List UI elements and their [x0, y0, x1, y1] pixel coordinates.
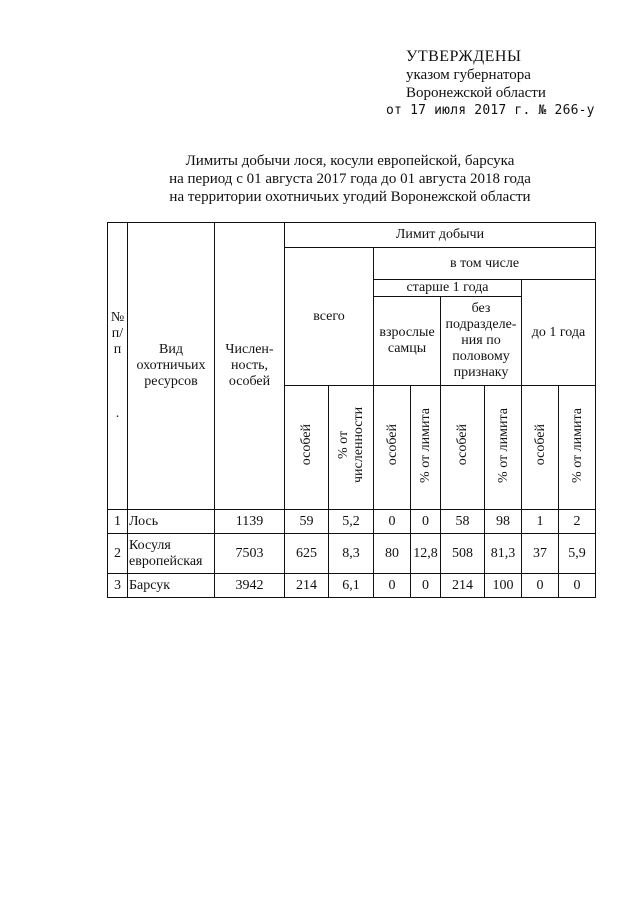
sub-under-count-label: особей — [532, 424, 548, 466]
row-nosex-pct: 81,3 — [485, 534, 522, 574]
header-population: Числен-ность, особей — [215, 223, 285, 510]
row-nosex-count: 214 — [441, 574, 485, 598]
row-total-pct: 8,3 — [329, 534, 374, 574]
limits-table — [107, 222, 596, 598]
row-species: Барсук — [128, 574, 215, 598]
sub-nosex-count-label: особей — [455, 424, 470, 466]
row-nosex-count: 508 — [441, 534, 485, 574]
sub-nosex-count — [441, 386, 485, 510]
row-species: Косуля европейская — [128, 534, 215, 574]
row-males-count: 0 — [374, 510, 411, 534]
row-under-count: 37 — [522, 534, 559, 574]
row-males-count: 80 — [374, 534, 411, 574]
header-adult-males: взрослые самцы — [374, 297, 441, 386]
header-limit: Лимит добычи — [285, 223, 596, 248]
row-males-pct: 12,8 — [411, 534, 441, 574]
table-row — [108, 574, 596, 598]
approval-stamp — [386, 48, 595, 120]
approval-line-1: указом губернатора — [406, 67, 531, 83]
sub-total-pct-label: % от численности — [336, 406, 366, 484]
sub-nosex-pct — [485, 386, 522, 510]
sub-males-pct-label: % от лимита — [418, 407, 433, 483]
row-population: 1139 — [215, 510, 285, 534]
row-males-pct: 0 — [411, 510, 441, 534]
sub-nosex-pct-label: % от лимита — [495, 407, 511, 483]
row-males-pct: 0 — [411, 574, 441, 598]
row-nosex-pct: 98 — [485, 510, 522, 534]
header-older: старше 1 года — [374, 280, 522, 297]
sub-males-pct — [411, 386, 441, 510]
sub-males-count — [374, 386, 411, 510]
row-total-count: 59 — [285, 510, 329, 534]
row-num: 3 — [108, 574, 128, 598]
header-no-sex: без подразделе-ния по половому признаку — [441, 297, 522, 386]
sub-under-pct — [559, 386, 596, 510]
row-under-count: 0 — [522, 574, 559, 598]
row-under-pct: 5,9 — [559, 534, 596, 574]
header-num-dot: . — [115, 406, 120, 421]
sub-under-count — [522, 386, 559, 510]
table-row — [108, 510, 596, 534]
approval-title: УТВЕРЖДЕНЫ — [406, 48, 522, 65]
title-line-1: Лимиты добычи лося, косули европейской, барсука — [185, 153, 515, 169]
approval-date: от 17 июля 2017 г. № 266-у — [386, 103, 595, 118]
sub-total-pct — [329, 386, 374, 510]
approval-line-2: Воронежской области — [406, 85, 546, 101]
row-species: Лось — [128, 510, 215, 534]
row-nosex-count: 58 — [441, 510, 485, 534]
row-under-pct: 0 — [559, 574, 596, 598]
header-including: в том числе — [374, 248, 596, 280]
sub-males-count-label: особей — [384, 424, 400, 466]
row-num: 2 — [108, 534, 128, 574]
row-total-pct: 5,2 — [329, 510, 374, 534]
row-males-count: 0 — [374, 574, 411, 598]
row-num: 1 — [108, 510, 128, 534]
sub-total-count — [285, 386, 329, 510]
row-total-pct: 6,1 — [329, 574, 374, 598]
row-population: 3942 — [215, 574, 285, 598]
header-num — [108, 223, 128, 510]
header-species: Вид охотничьих ресурсов — [128, 223, 215, 510]
title-line-3: на территории охотничьих угодий Воронежской области — [169, 189, 531, 205]
document-title — [0, 152, 640, 206]
sub-under-pct-label: % от лимита — [569, 407, 585, 483]
title-line-2: на период с 01 августа 2017 года до 01 августа 2018 года — [169, 171, 531, 187]
row-under-pct: 2 — [559, 510, 596, 534]
row-total-count: 625 — [285, 534, 329, 574]
row-population: 7503 — [215, 534, 285, 574]
header-num-label: № п/п — [110, 310, 125, 357]
row-under-count: 1 — [522, 510, 559, 534]
table-row — [108, 534, 596, 574]
sub-total-count-label: особей — [299, 424, 314, 466]
row-nosex-pct: 100 — [485, 574, 522, 598]
header-under-one: до 1 года — [522, 280, 596, 386]
header-total: всего — [285, 248, 374, 386]
row-total-count: 214 — [285, 574, 329, 598]
